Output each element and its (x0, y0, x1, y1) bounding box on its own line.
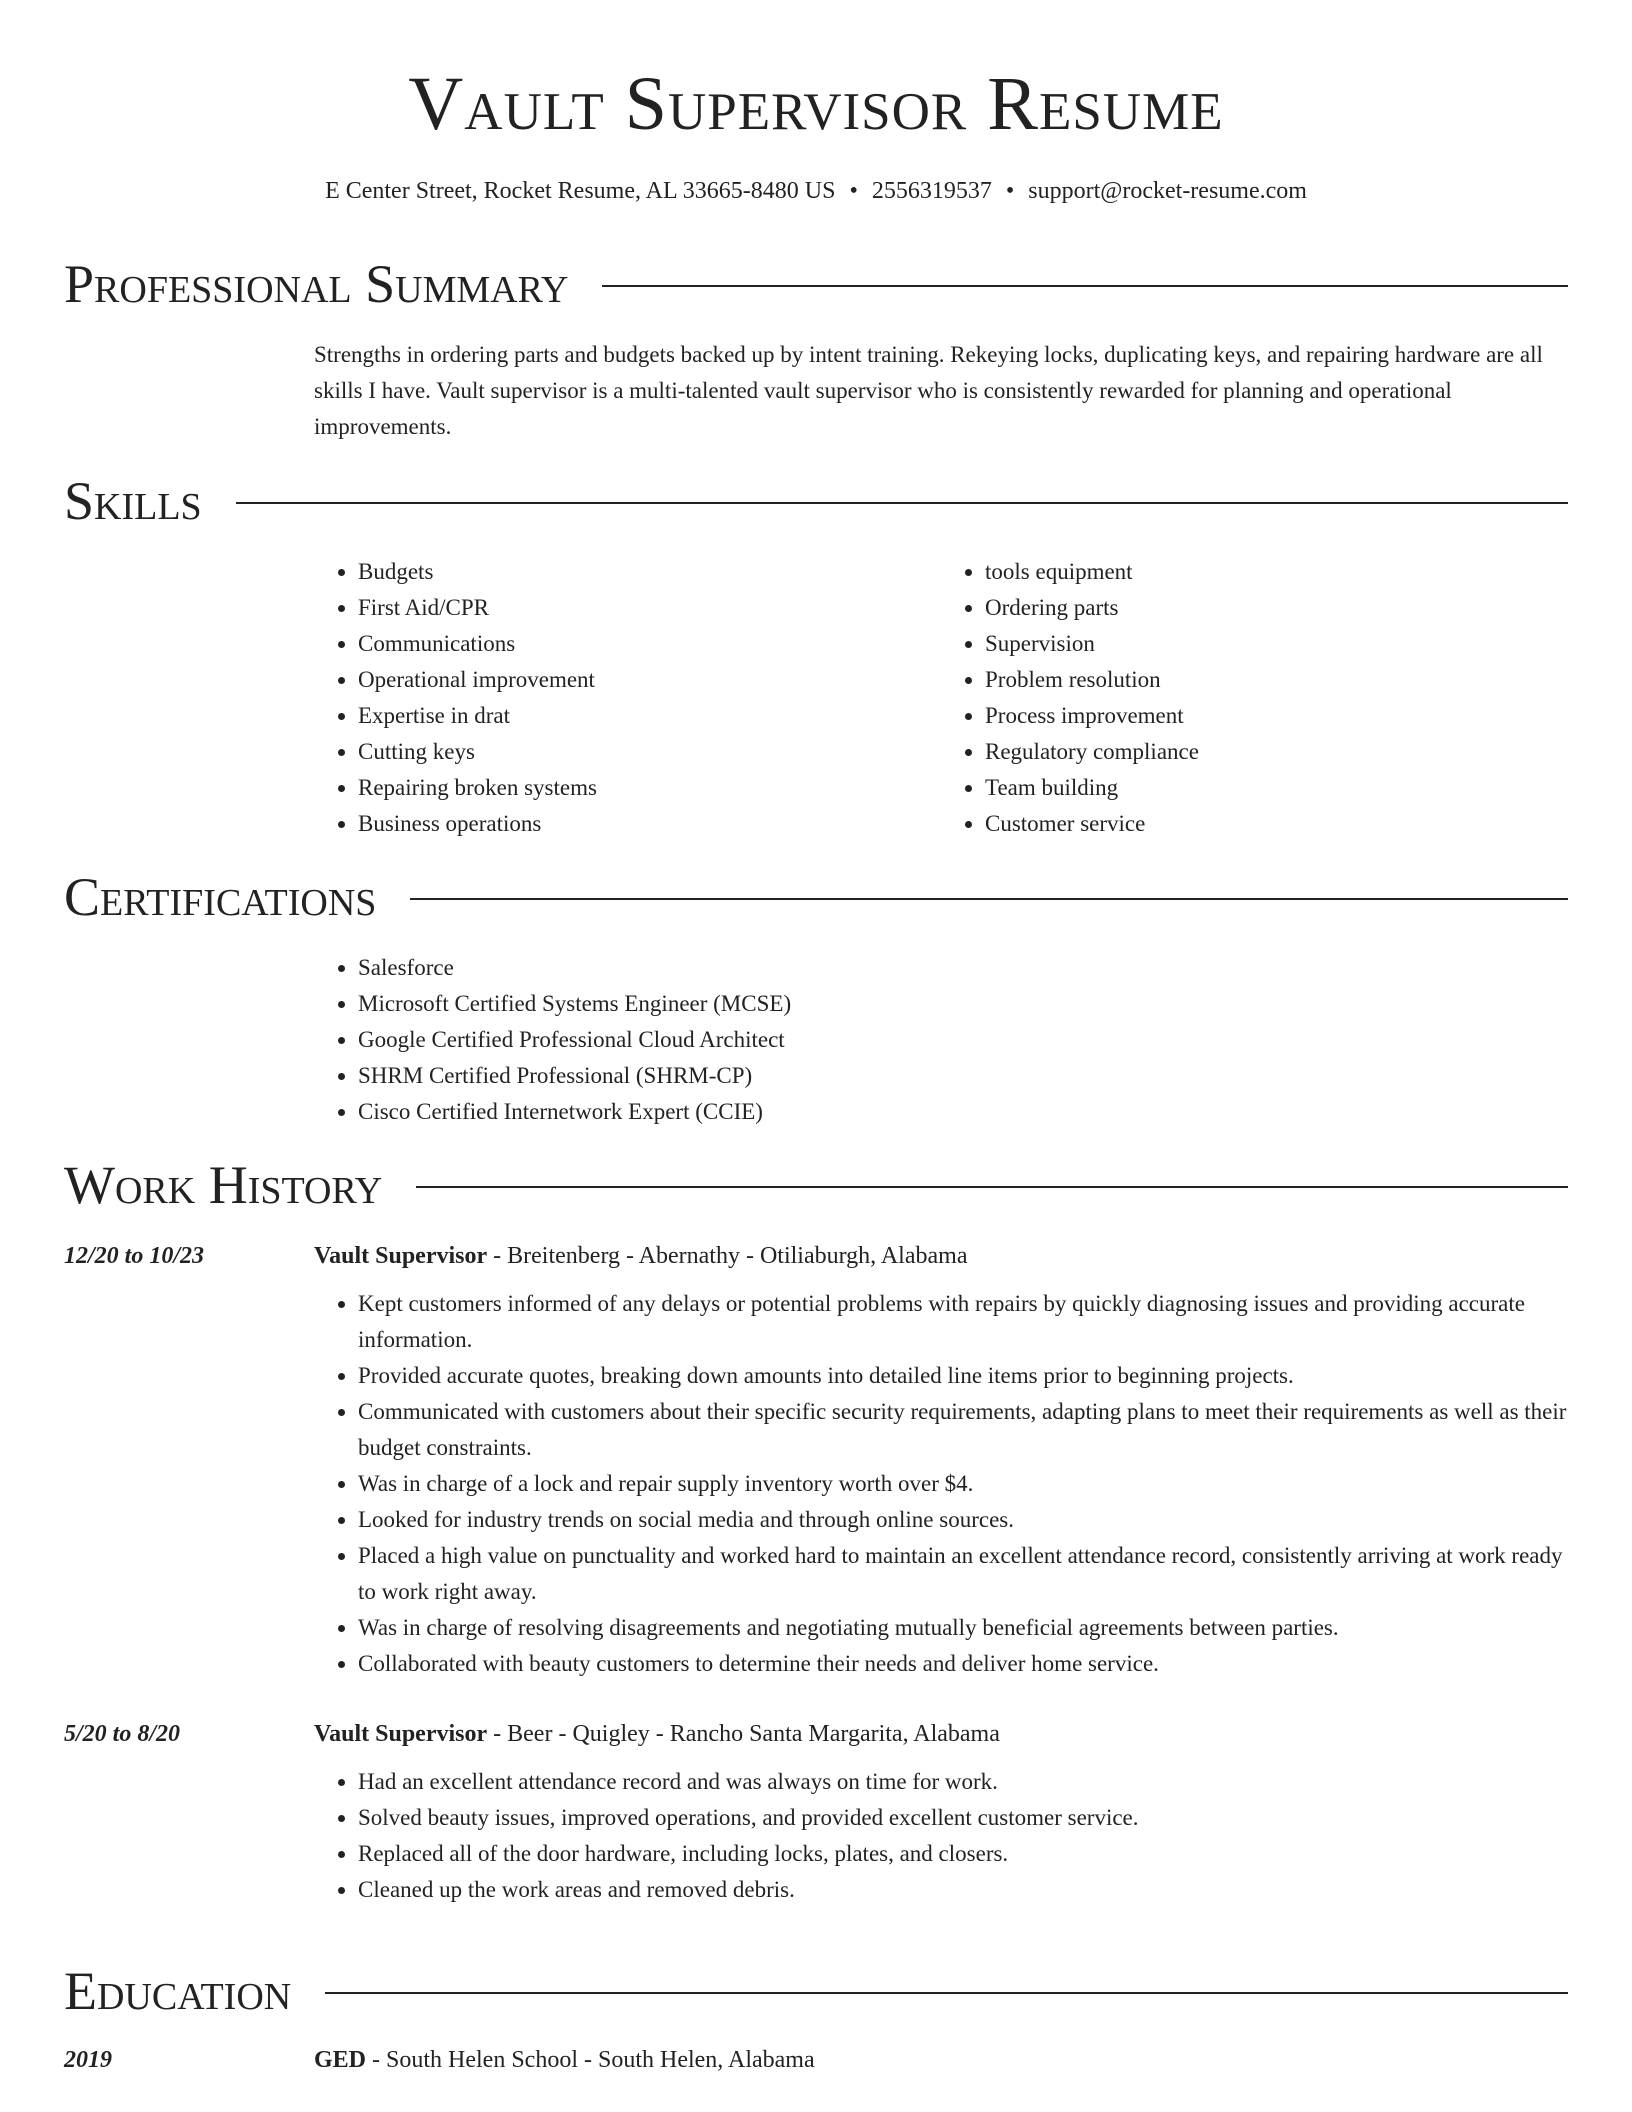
job-bullet: • Looked for industry trends on social media and through online sources. (358, 1502, 1568, 1538)
section-divider (410, 898, 1568, 900)
certifications-section (64, 866, 1568, 1130)
skill-item: • Supervision (985, 626, 1568, 662)
skills-column-left (314, 554, 941, 842)
job-role (314, 1238, 967, 1274)
job-bullets (314, 1286, 1568, 1682)
contact-email: support@rocket-resume.com (1028, 178, 1307, 204)
skills-list (314, 554, 1568, 842)
certification-item: • Microsoft Certified Systems Engineer (MCSE) (358, 986, 1568, 1022)
job-bullet: • Kept customers informed of any delays or potential problems with repairs by quickly diagnosing issues and providing accurate information. (358, 1286, 1568, 1358)
skill-item: • First Aid/CPR (358, 590, 941, 626)
job-dates: 12/20 to 10/23 (64, 1243, 205, 1269)
certifications-heading: Certifications (64, 867, 377, 927)
contact-address: E Center Street, Rocket Resume, AL 33665-8480 US (325, 178, 836, 204)
skill-item: • Ordering parts (985, 590, 1568, 626)
section-divider (416, 1186, 1568, 1188)
job-bullet: • Was in charge of resolving disagreements and negotiating mutually beneficial agreements between parties. (358, 1610, 1568, 1646)
contact-phone: 2556319537 (871, 178, 992, 204)
certification-item: • Salesforce (358, 950, 1568, 986)
summary-text: Strengths in ordering parts and budgets backed up by intent training. Rekeying locks, duplicating keys, and repairing hardware are all skills I have. Vault supervisor is a multi-talented vault supervisor who is consistently rewarded for planning and operational improvements. (314, 342, 1543, 439)
section-divider (602, 285, 1568, 287)
education-details (314, 2042, 815, 2078)
job-title: Vault Supervisor (314, 1243, 488, 1269)
job-entry (64, 1716, 1568, 1908)
education-section (64, 1960, 1568, 2078)
certifications-list (314, 950, 1568, 1130)
skill-item: • Expertise in drat (358, 698, 941, 734)
job-bullet: • Cleaned up the work areas and removed debris. (358, 1872, 1568, 1908)
summary-section (64, 253, 1568, 445)
job-title: Vault Supervisor (314, 1721, 488, 1747)
certification-item: • Google Certified Professional Cloud Architect (358, 1022, 1568, 1058)
skill-item: • Repairing broken systems (358, 770, 941, 806)
skill-item: • Budgets (358, 554, 941, 590)
education-entry (64, 2042, 1568, 2078)
summary-heading: Professional Summary (64, 254, 569, 314)
section-divider (325, 1992, 1568, 1994)
job-bullet: • Communicated with customers about their specific security requirements, adapting plans to meet their requirements as well as their budget constraints. (358, 1394, 1568, 1466)
certification-item: • SHRM Certified Professional (SHRM-CP) (358, 1058, 1568, 1094)
job-bullet: • Provided accurate quotes, breaking down amounts into detailed line items prior to beginning projects. (358, 1358, 1568, 1394)
skill-item: • Regulatory compliance (985, 734, 1568, 770)
resume-title: Vault Supervisor Resume (408, 62, 1224, 146)
certification-item: • Cisco Certified Internetwork Expert (CCIE) (358, 1094, 1568, 1130)
job-entry (64, 1238, 1568, 1682)
contact-line (0, 176, 1632, 206)
job-bullets (314, 1764, 1568, 1908)
education-heading: Education (64, 1961, 292, 2021)
skills-heading: Skills (64, 471, 202, 531)
skill-item: • Process improvement (985, 698, 1568, 734)
job-bullet: • Placed a high value on punctuality and worked hard to maintain an excellent attendance record, consistently arriving at work ready to work right away. (358, 1538, 1568, 1610)
job-bullet: • Had an excellent attendance record and was always on time for work. (358, 1764, 1568, 1800)
skill-item: • Operational improvement (358, 662, 941, 698)
job-details: - Beer - Quigley - Rancho Santa Margarita, Alabama (487, 1721, 1000, 1747)
skills-column-right (941, 554, 1568, 842)
job-role (314, 1716, 1000, 1752)
skill-item: • tools equipment (985, 554, 1568, 590)
education-degree: GED (314, 2047, 367, 2073)
skill-item: • Communications (358, 626, 941, 662)
work-history-heading: Work History (64, 1155, 383, 1215)
skill-item: • Cutting keys (358, 734, 941, 770)
skills-section (64, 470, 1568, 842)
job-bullet: • Replaced all of the door hardware, including locks, plates, and closers. (358, 1836, 1568, 1872)
work-history-section (64, 1154, 1568, 1908)
job-details: - Breitenberg - Abernathy - Otiliaburgh, Alabama (487, 1243, 968, 1269)
education-year: 2019 (64, 2047, 112, 2073)
skill-item: • Problem resolution (985, 662, 1568, 698)
section-divider (236, 502, 1568, 504)
job-bullet: • Was in charge of a lock and repair supply inventory worth over $4. (358, 1466, 1568, 1502)
job-bullet: • Collaborated with beauty customers to determine their needs and deliver home service. (358, 1646, 1568, 1682)
contact-separator: • (1005, 178, 1015, 204)
skill-item: • Team building (985, 770, 1568, 806)
education-school: - South Helen School - South Helen, Alabama (366, 2047, 815, 2073)
skill-item: • Customer service (985, 806, 1568, 842)
skill-item: • Business operations (358, 806, 941, 842)
job-bullet: • Solved beauty issues, improved operations, and provided excellent customer service. (358, 1800, 1568, 1836)
job-dates: 5/20 to 8/20 (64, 1721, 181, 1747)
contact-separator: • (849, 178, 858, 204)
